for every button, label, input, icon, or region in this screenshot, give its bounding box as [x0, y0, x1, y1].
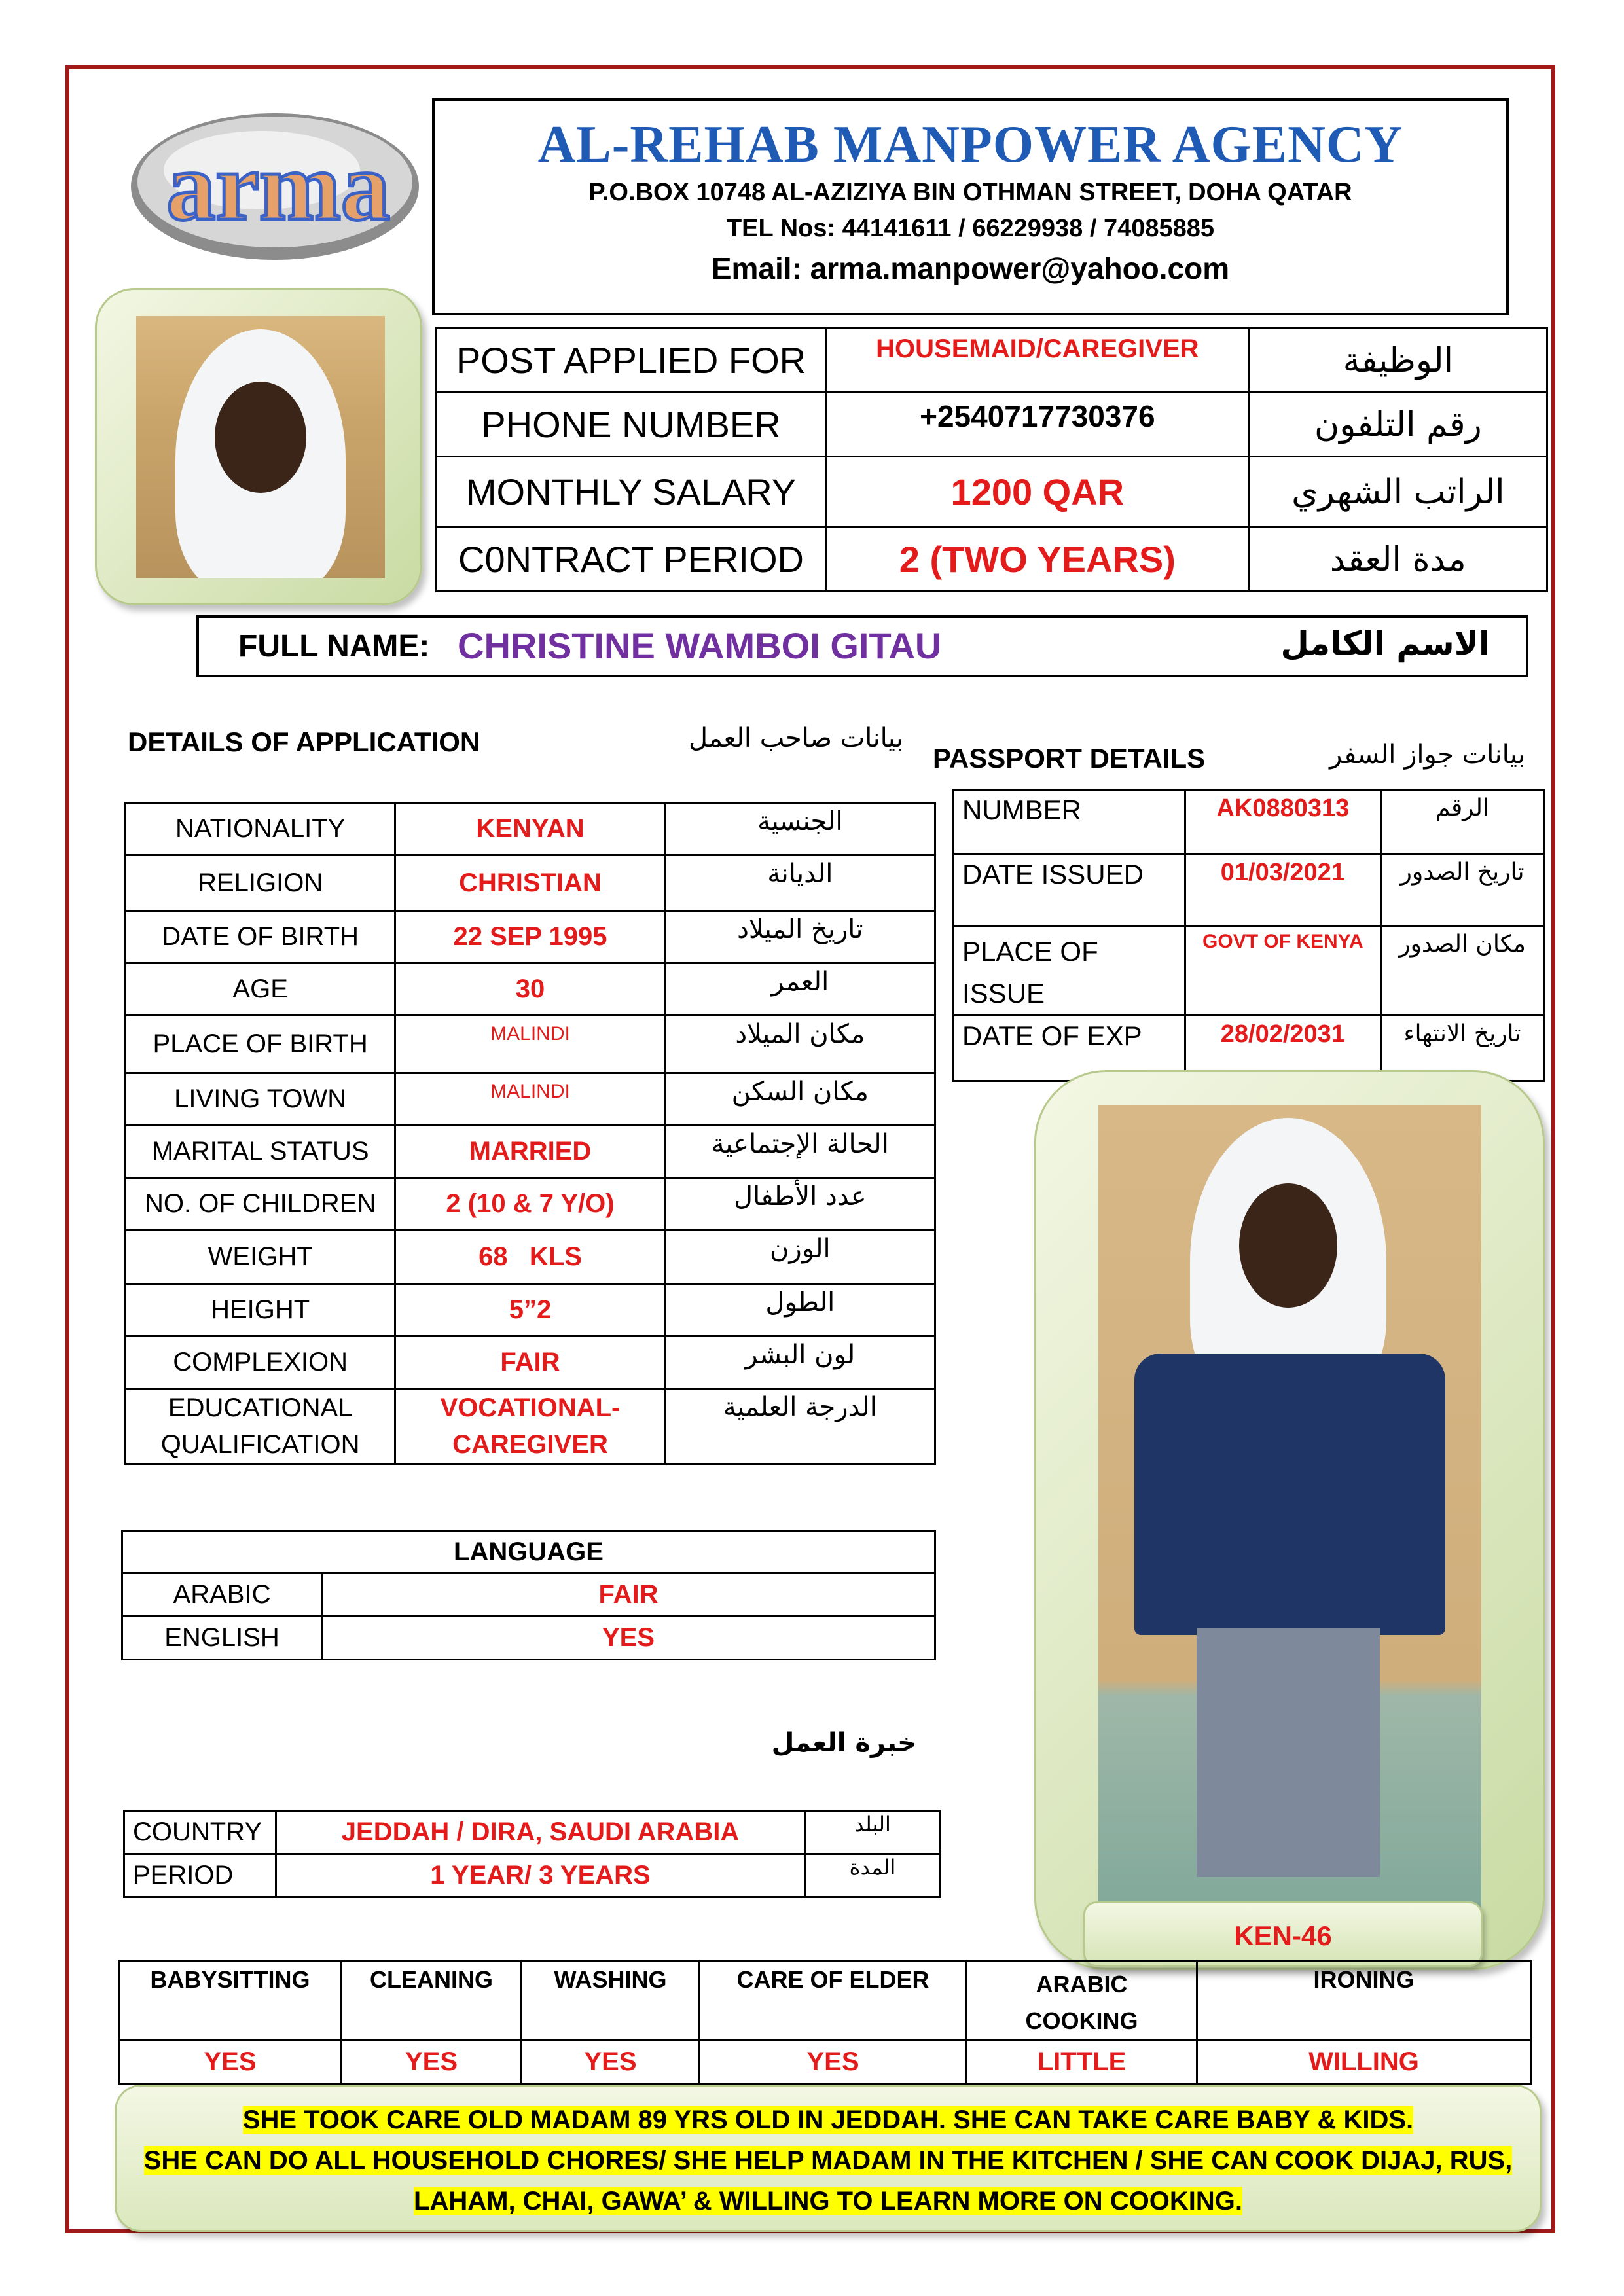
job-arabic: مدة العقد	[1249, 528, 1547, 592]
application-row	[126, 1016, 935, 1073]
passport-value: AK0880313	[1185, 790, 1380, 854]
passport-table	[952, 789, 1545, 1082]
passport-label: DATE OF EXP	[954, 1016, 1185, 1081]
application-value: 22 SEP 1995	[395, 911, 665, 963]
application-value: KENYAN	[395, 803, 665, 855]
application-value: MARRIED	[395, 1126, 665, 1178]
application-arabic: عدد الأطفال	[665, 1178, 935, 1230]
passport-row	[954, 854, 1544, 926]
passport-label: DATE ISSUED	[954, 854, 1185, 926]
application-arabic: مكان الميلاد	[665, 1016, 935, 1073]
job-row	[437, 528, 1547, 592]
application-arabic: الطول	[665, 1284, 935, 1336]
passport-row	[954, 926, 1544, 1016]
passport-value: GOVT OF KENYA	[1185, 926, 1380, 1016]
job-arabic: الوظيفة	[1249, 329, 1547, 393]
skills-table	[118, 1960, 1532, 2085]
application-arabic: الدرجة العلمية	[665, 1389, 935, 1464]
passport-label: NUMBER	[954, 790, 1185, 854]
application-label: NATIONALITY	[126, 803, 395, 855]
passport-value: 28/02/2031	[1185, 1016, 1380, 1081]
language-row	[122, 1573, 935, 1617]
skill-header: CARE OF ELDER	[700, 1962, 967, 2041]
job-value: +2540717730376	[825, 393, 1249, 457]
application-row	[126, 803, 935, 855]
application-value: 30	[395, 963, 665, 1016]
skill-header: BABYSITTING	[119, 1962, 342, 2041]
application-value: 68 KLS	[395, 1230, 665, 1284]
application-row	[126, 1126, 935, 1178]
remarks-line: LAHAM, CHAI, GAWA’ & WILLING TO LEARN MORE ON COOKING.	[414, 2187, 1242, 2215]
job-table	[435, 327, 1548, 592]
experience-table	[123, 1810, 941, 1898]
experience-arabic: البلد	[805, 1811, 941, 1854]
application-arabic: مكان السكن	[665, 1073, 935, 1126]
application-row	[126, 1389, 935, 1464]
agency-email: Email: arma.manpower@yahoo.com	[711, 251, 1230, 285]
remarks-box	[115, 2085, 1542, 2232]
application-title-arabic: بيانات صاحب العمل	[689, 723, 903, 753]
application-row	[126, 1073, 935, 1126]
application-value: VOCATIONAL-CAREGIVER	[395, 1389, 665, 1464]
remarks-line: SHE TOOK CARE OLD MADAM 89 YRS OLD IN JEDDAH. SHE CAN TAKE CARE BABY & KIDS.	[242, 2106, 1414, 2134]
application-value: MALINDI	[395, 1016, 665, 1073]
passport-value: 01/03/2021	[1185, 854, 1380, 926]
job-label: PHONE NUMBER	[437, 393, 826, 457]
skill-value: WILLING	[1197, 2041, 1531, 2084]
application-value: FAIR	[395, 1336, 665, 1389]
application-row	[126, 1230, 935, 1284]
application-value: 5”2	[395, 1284, 665, 1336]
reference-code: KEN-46	[1083, 1901, 1483, 1967]
full-name-label: FULL NAME:	[238, 629, 430, 664]
application-row	[126, 911, 935, 963]
skills-value-row	[119, 2041, 1531, 2084]
language-value: YES	[322, 1617, 935, 1660]
passport-arabic: مكان الصدور	[1381, 926, 1544, 1016]
job-label: C0NTRACT PERIOD	[437, 528, 826, 592]
passport-label: PLACE OF ISSUE	[954, 926, 1185, 1016]
application-label: WEIGHT	[126, 1230, 395, 1284]
language-header-row	[122, 1532, 935, 1573]
language-label: ARABIC	[122, 1573, 322, 1617]
application-row	[126, 1284, 935, 1336]
experience-title-arabic: خبرة العمل	[771, 1728, 916, 1758]
application-value: 2 (10 & 7 Y/O)	[395, 1178, 665, 1230]
application-value: CHRISTIAN	[395, 855, 665, 911]
skill-header: WASHING	[522, 1962, 700, 2041]
job-label: POST APPLIED FOR	[437, 329, 826, 393]
full-body-photo	[1098, 1105, 1481, 1926]
full-body-photo-frame	[1034, 1070, 1545, 1970]
skill-value: LITTLE	[967, 2041, 1197, 2084]
application-label: COMPLEXION	[126, 1336, 395, 1389]
experience-value: 1 YEAR/ 3 YEARS	[276, 1854, 805, 1897]
skill-value: YES	[700, 2041, 967, 2084]
job-row	[437, 393, 1547, 457]
application-label: LIVING TOWN	[126, 1073, 395, 1126]
agency-address: P.O.BOX 10748 AL-AZIZIYA BIN OTHMAN STREET, DOHA QATAR	[588, 179, 1352, 206]
experience-row	[124, 1854, 941, 1897]
application-row	[126, 855, 935, 911]
portrait-frame	[95, 288, 422, 605]
skill-header: IRONING	[1197, 1962, 1531, 2041]
application-label: NO. OF CHILDREN	[126, 1178, 395, 1230]
passport-arabic: الرقم	[1381, 790, 1544, 854]
application-label: AGE	[126, 963, 395, 1016]
application-label: RELIGION	[126, 855, 395, 911]
application-label: HEIGHT	[126, 1284, 395, 1336]
job-arabic: الراتب الشهري	[1249, 457, 1547, 528]
job-value: 1200 QAR	[825, 457, 1249, 528]
skills-header-row	[119, 1962, 1531, 2041]
skill-value: YES	[522, 2041, 700, 2084]
application-title: DETAILS OF APPLICATION	[128, 726, 480, 757]
full-name-box	[196, 615, 1528, 677]
application-arabic: الديانة	[665, 855, 935, 911]
application-label: EDUCATIONAL QUALIFICATION	[126, 1389, 395, 1464]
language-label: ENGLISH	[122, 1617, 322, 1660]
skill-value: YES	[342, 2041, 522, 2084]
language-table	[121, 1530, 936, 1660]
full-name-value: CHRISTINE WAMBOI GITAU	[458, 625, 942, 666]
application-row	[126, 1178, 935, 1230]
job-row	[437, 329, 1547, 393]
application-label: DATE OF BIRTH	[126, 911, 395, 963]
experience-value: JEDDAH / DIRA, SAUDI ARABIA	[276, 1811, 805, 1854]
application-table	[124, 802, 936, 1465]
language-value: FAIR	[322, 1573, 935, 1617]
application-value: MALINDI	[395, 1073, 665, 1126]
agency-logo	[118, 105, 432, 268]
full-name-arabic: الاسم الكامل	[1280, 624, 1490, 662]
application-row	[126, 1336, 935, 1389]
experience-label: COUNTRY	[124, 1811, 276, 1854]
portrait-photo	[136, 316, 385, 578]
job-arabic: رقم التلفون	[1249, 393, 1547, 457]
application-arabic: تاريخ الميلاد	[665, 911, 935, 963]
agency-name: AL-REHAB MANPOWER AGENCY	[537, 116, 1403, 173]
application-label: PLACE OF BIRTH	[126, 1016, 395, 1073]
application-arabic: الجنسية	[665, 803, 935, 855]
job-row	[437, 457, 1547, 528]
passport-arabic: تاريخ الصدور	[1381, 854, 1544, 926]
agency-phone: TEL Nos: 44141611 / 66229938 / 74085885	[726, 215, 1215, 242]
passport-arabic: تاريخ الانتهاء	[1381, 1016, 1544, 1081]
application-arabic: العمر	[665, 963, 935, 1016]
language-title: LANGUAGE	[122, 1532, 935, 1573]
application-label: MARITAL STATUS	[126, 1126, 395, 1178]
experience-row	[124, 1811, 941, 1854]
skill-value: YES	[119, 2041, 342, 2084]
passport-row	[954, 790, 1544, 854]
application-arabic: الحالة الإجتماعية	[665, 1126, 935, 1178]
application-arabic: لون البشر	[665, 1336, 935, 1389]
passport-title-arabic: بيانات جواز السفر	[1329, 740, 1525, 770]
experience-arabic: المدة	[805, 1854, 941, 1897]
agency-header	[432, 98, 1509, 315]
application-arabic: الوزن	[665, 1230, 935, 1284]
application-row	[126, 963, 935, 1016]
skill-header: ARABIC COOKING	[967, 1962, 1197, 2041]
passport-title: PASSPORT DETAILS	[933, 743, 1206, 774]
logo-text: arma	[166, 132, 390, 241]
language-row	[122, 1617, 935, 1660]
job-value: 2 (TWO YEARS)	[825, 528, 1249, 592]
job-label: MONTHLY SALARY	[437, 457, 826, 528]
experience-label: PERIOD	[124, 1854, 276, 1897]
job-value: HOUSEMAID/CAREGIVER	[825, 329, 1249, 393]
skill-header: CLEANING	[342, 1962, 522, 2041]
remarks-line: SHE CAN DO ALL HOUSEHOLD CHORES/ SHE HELP MADAM IN THE KITCHEN / SHE CAN COOK DIJAJ, RUS,	[143, 2146, 1513, 2175]
